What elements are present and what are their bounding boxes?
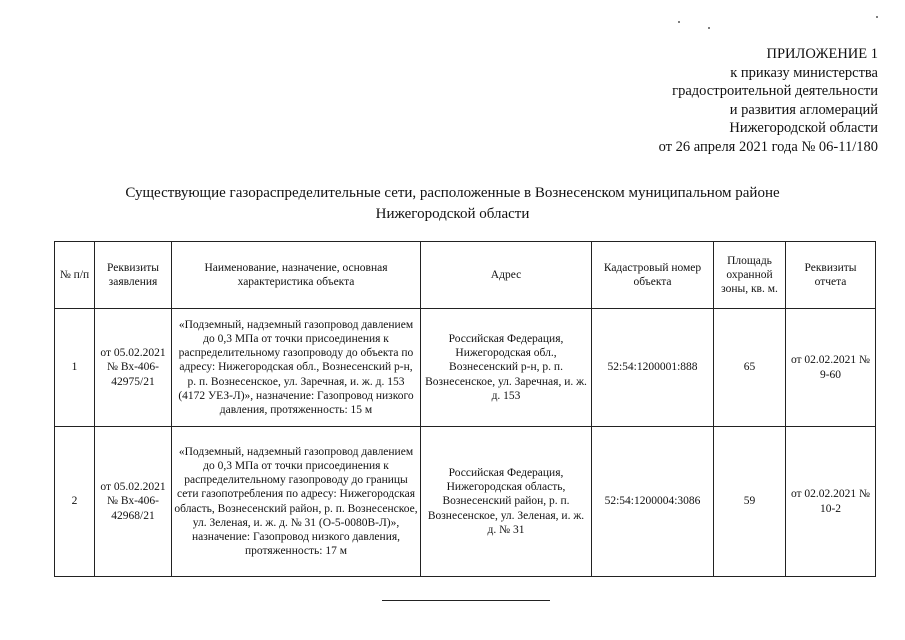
- protection-zone-area: 59: [714, 427, 786, 577]
- appendix-label: ПРИЛОЖЕНИЕ 1: [766, 46, 878, 62]
- object-description-text: «Подземный, надземный газопровод давлением до 0,3 МПа от точки присоединения к распределительному газопроводу до объекта по адресу: Нижегородская обл., Вознесенский р-н, р. п. Вознесенское, ул. Заречная, и. ж. д. 153 (4172 УЕЗ-Л)», назначение: Газопровод низкого давления, протяженность: 15 м: [178, 318, 414, 416]
- column-header-report: Реквизиты отчета: [786, 242, 876, 309]
- report-details: от 02.02.2021 № 10-2: [786, 427, 876, 577]
- table-row: [55, 427, 876, 577]
- region-line: Нижегородской области: [729, 120, 878, 136]
- document-title: [0, 183, 905, 225]
- title-line-1: Существующие газораспределительные сети, расположенные в Вознесенском муниципальном районе: [125, 185, 780, 201]
- request-details: от 05.02.2021 № Вх-406-42968/21: [95, 427, 172, 577]
- column-header-request: Реквизиты заявления: [95, 242, 172, 309]
- column-header-area: Площадь охранной зоны, кв. м.: [714, 242, 786, 309]
- order-date-line: от 26 апреля 2021 года № 06-11/180: [658, 138, 878, 155]
- request-details: от 05.02.2021 № Вх-406-42975/21: [95, 309, 172, 427]
- column-header-cadastral: Кадастровый номер объекта: [592, 242, 714, 309]
- scan-speck: [678, 21, 680, 23]
- scan-speck: [876, 16, 878, 18]
- approval-header: [659, 45, 878, 156]
- object-description-text: «Подземный, надземный газопровод давлением до 0,3 МПа от точки присоединения к распределительному газопроводу до границы сети газопотребления по адресу: Нижегородская область, Вознесенский район, р. п. Вознесенское, ул. Зеленая, и. ж. д. № 31 (О-5-0080В-Л)», назначение: Газопровод низкого давления, протяженность: 17 м: [174, 445, 418, 558]
- column-header-number: № п/п: [55, 242, 95, 309]
- object-address: Российская Федерация, Нижегородская обл., Вознесенский р-н, р. п. Вознесенское, ул. Заречная, и. ж. д. 153: [421, 309, 592, 427]
- order-line: к приказу министерства: [730, 64, 878, 81]
- object-address: Российская Федерация, Нижегородская область, Вознесенский район, р. п. Вознесенское, ул. Зеленая, и. ж. д. № 31: [421, 427, 592, 577]
- protection-zone-area: 65: [714, 309, 786, 427]
- object-description: [172, 309, 421, 427]
- row-number: 2: [55, 427, 95, 577]
- gas-network-table: [54, 241, 876, 577]
- report-details: от 02.02.2021 № 9-60: [786, 309, 876, 427]
- ministry-line-2: и развития агломераций: [729, 101, 878, 118]
- ministry-line: градостроительной деятельности: [672, 83, 878, 99]
- row-number: 1: [55, 309, 95, 427]
- footer-divider: [382, 600, 550, 601]
- column-header-description: Наименование, назначение, основная характеристика объекта: [172, 242, 421, 309]
- title-line-2: Нижегородской области: [375, 206, 530, 222]
- table-header-row: [55, 242, 876, 309]
- table-row: [55, 309, 876, 427]
- column-header-address: Адрес: [421, 242, 592, 309]
- cadastral-number: 52:54:1200004:3086: [592, 427, 714, 577]
- cadastral-number: 52:54:1200001:888: [592, 309, 714, 427]
- object-description: [172, 427, 421, 577]
- scan-speck: [708, 27, 710, 29]
